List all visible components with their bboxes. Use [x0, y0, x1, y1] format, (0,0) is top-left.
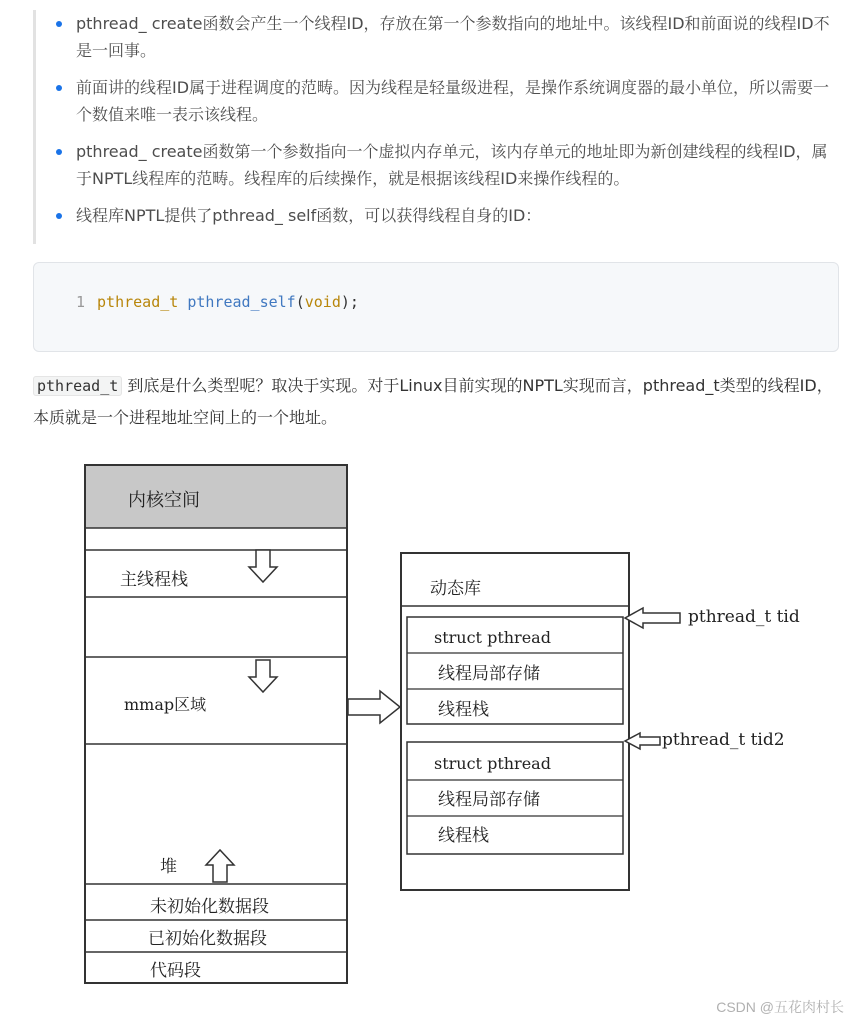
paragraph-text: 到底是什么类型呢？取决于实现。对于Linux目前实现的NPTL实现而言，pthread_t类型的线程ID，本质就是一个进程地址空间上的一个地址。	[33, 376, 833, 427]
code-block[interactable]	[33, 262, 839, 352]
thread-stack-1: 线程栈	[438, 700, 489, 720]
code-close: );	[340, 293, 359, 311]
list-item: pthread_ create函数第一个参数指向一个虚拟内存单元，该内存单元的地址即为新创建线程的线程ID，属于NPTL线程库的范畴。线程库的后续操作，就是根据该线程ID来操作线程的。	[76, 138, 843, 192]
memory-diagram-svg	[80, 460, 840, 990]
tls-1: 线程局部存储	[438, 664, 540, 684]
code-line	[76, 293, 359, 311]
tid-label: pthread_t tid	[688, 607, 800, 627]
paragraph	[33, 370, 833, 433]
code-open-paren: (	[295, 293, 305, 311]
code-function: pthread_self	[187, 293, 296, 311]
heap-label: 堆	[160, 857, 177, 877]
data-segment-label: 已初始化数据段	[148, 929, 267, 949]
struct-pthread-1: struct pthread	[434, 628, 551, 647]
text-segment-label: 代码段	[150, 961, 201, 981]
tid2-label: pthread_t tid2	[662, 730, 785, 750]
thread-stack-2: 线程栈	[438, 826, 489, 846]
dynamic-lib-label: 动态库	[430, 579, 481, 599]
code-arg: void	[304, 293, 341, 311]
kernel-space-block	[86, 466, 346, 528]
struct-pthread-2: struct pthread	[434, 754, 551, 773]
list-item: pthread_ create函数会产生一个线程ID，存放在第一个参数指向的地址中。该线程ID和前面说的线程ID不是一回事。	[76, 10, 843, 64]
blockquote	[33, 10, 843, 244]
list-item: 线程库NPTL提供了pthread_ self函数，可以获得线程自身的ID：	[76, 202, 843, 229]
left-arrow-icon	[625, 733, 660, 749]
list-item: 前面讲的线程ID属于进程调度的范畴。因为线程是轻量级进程，是操作系统调度器的最小单位，所以需要一个数值来唯一表示该线程。	[76, 74, 843, 128]
main-stack-label: 主线程栈	[120, 570, 188, 590]
right-arrow-icon	[348, 691, 400, 723]
left-arrow-icon	[625, 608, 680, 628]
watermark: CSDN @五花肉村长	[716, 999, 844, 1015]
tls-2: 线程局部存储	[438, 790, 540, 810]
bullet-list	[36, 10, 843, 229]
inline-code: pthread_t	[33, 376, 122, 396]
line-number: 1	[76, 293, 86, 311]
bss-label: 未初始化数据段	[150, 897, 269, 917]
mmap-region-label: mmap区域	[124, 695, 207, 714]
memory-diagram	[80, 460, 840, 990]
kernel-space-label: 内核空间	[128, 490, 200, 511]
code-type: pthread_t	[97, 293, 179, 311]
